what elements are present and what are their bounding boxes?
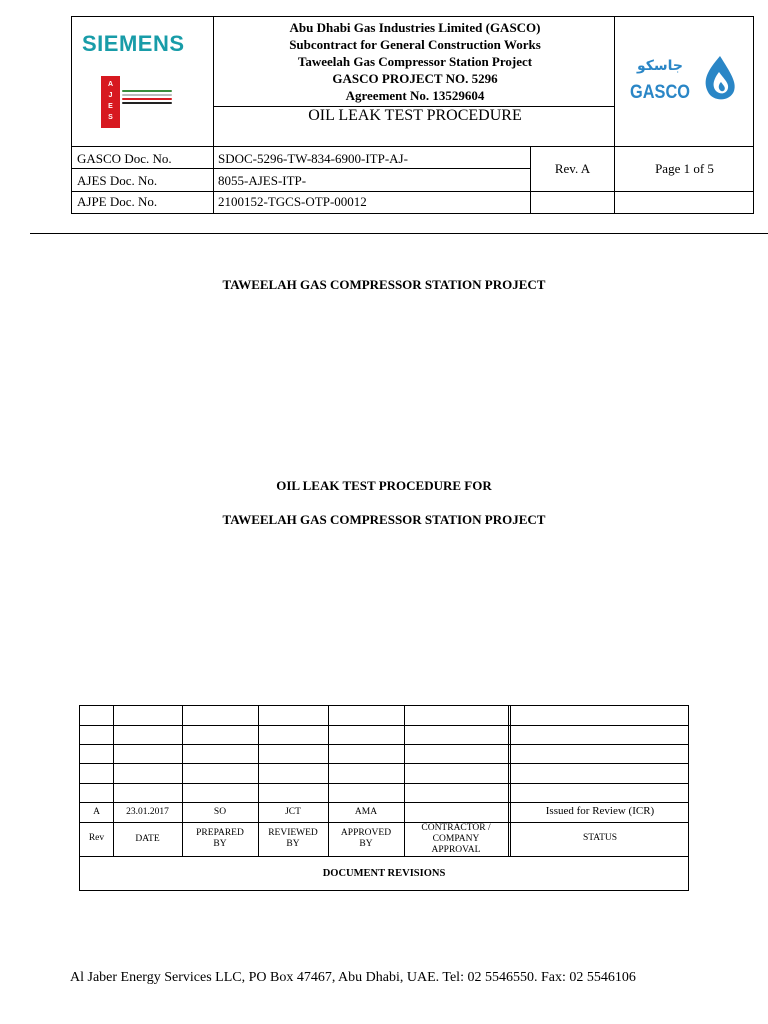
col-prepared: PREPARED BY (196, 828, 244, 849)
ajpe-doc-label: AJPE Doc. No. (77, 194, 158, 209)
rev-entry-status: Issued for Review (ICR) (545, 805, 655, 817)
header-divider (30, 233, 768, 234)
ajes-doc-label: AJES Doc. No. (77, 173, 158, 188)
company-line: Taweelah Gas Compressor Station Project (297, 54, 533, 69)
project-heading: TAWEELAH GAS COMPRESSOR STATION PROJECT (222, 277, 546, 292)
rev-entry-approved: AMA (354, 807, 378, 817)
revision-caption: DOCUMENT REVISIONS (322, 868, 446, 879)
revision-table (79, 705, 689, 891)
gasco-flame-icon (706, 56, 735, 99)
rev-entry-reviewed: JCT (285, 807, 301, 817)
rev-entry-date: 23.01.2017 (126, 807, 169, 817)
gasco-latin-text: GASCO (630, 82, 690, 103)
company-line: Agreement No. 13529604 (345, 88, 485, 103)
col-reviewed: REVIEWED BY (268, 828, 318, 849)
gasco-doc-label: GASCO Doc. No. (77, 151, 172, 166)
header-doc-title: OIL LEAK TEST PROCEDURE (308, 107, 522, 124)
revision-label: Rev. A (554, 161, 591, 176)
company-line: Abu Dhabi Gas Industries Limited (GASCO) (289, 20, 541, 35)
document-title-line2: TAWEELAH GAS COMPRESSOR STATION PROJECT (222, 512, 546, 527)
rev-entry-prepared: SO (213, 807, 227, 817)
ajes-logo (101, 76, 173, 128)
col-status: STATUS (582, 833, 618, 843)
page-counter: Page 1 of 5 (655, 161, 714, 176)
page-footer: Al Jaber Energy Services LLC, PO Box 47467, Abu Dhabi, UAE. Tel: 02 5546550. Fax: 02 5546106 (70, 970, 636, 985)
ajes-logo-block: A J E S (101, 76, 120, 128)
company-block (216, 19, 614, 104)
ajpe-doc-value: 2100152-TGCS-OTP-00012 (218, 194, 367, 209)
gasco-arabic-text: جاسكو (636, 58, 684, 74)
ajes-stripe-black (122, 102, 172, 104)
ajes-stripe-red (122, 98, 172, 100)
ajes-doc-value: 8055-AJES-ITP- (218, 173, 307, 188)
gasco-doc-value: SDOC-5296-TW-834-6900-ITP-AJ- (218, 151, 408, 166)
rev-entry-rev: A (93, 807, 100, 817)
company-line: GASCO PROJECT NO. 5296 (332, 71, 498, 86)
col-approved: APPROVED BY (340, 828, 392, 849)
col-contractor: CONTRACTOR / COMPANY APPROVAL (421, 823, 491, 855)
ajes-stripe-green (122, 90, 172, 92)
company-line: Subcontract for General Construction Works (289, 37, 541, 52)
ajes-stripe-grey (122, 94, 172, 96)
siemens-logo: SIEMENS (82, 31, 185, 56)
col-rev: Rev (88, 833, 105, 843)
document-title-line1: OIL LEAK TEST PROCEDURE FOR (276, 478, 492, 493)
col-date: DATE (135, 834, 160, 844)
gasco-logo (624, 48, 744, 108)
